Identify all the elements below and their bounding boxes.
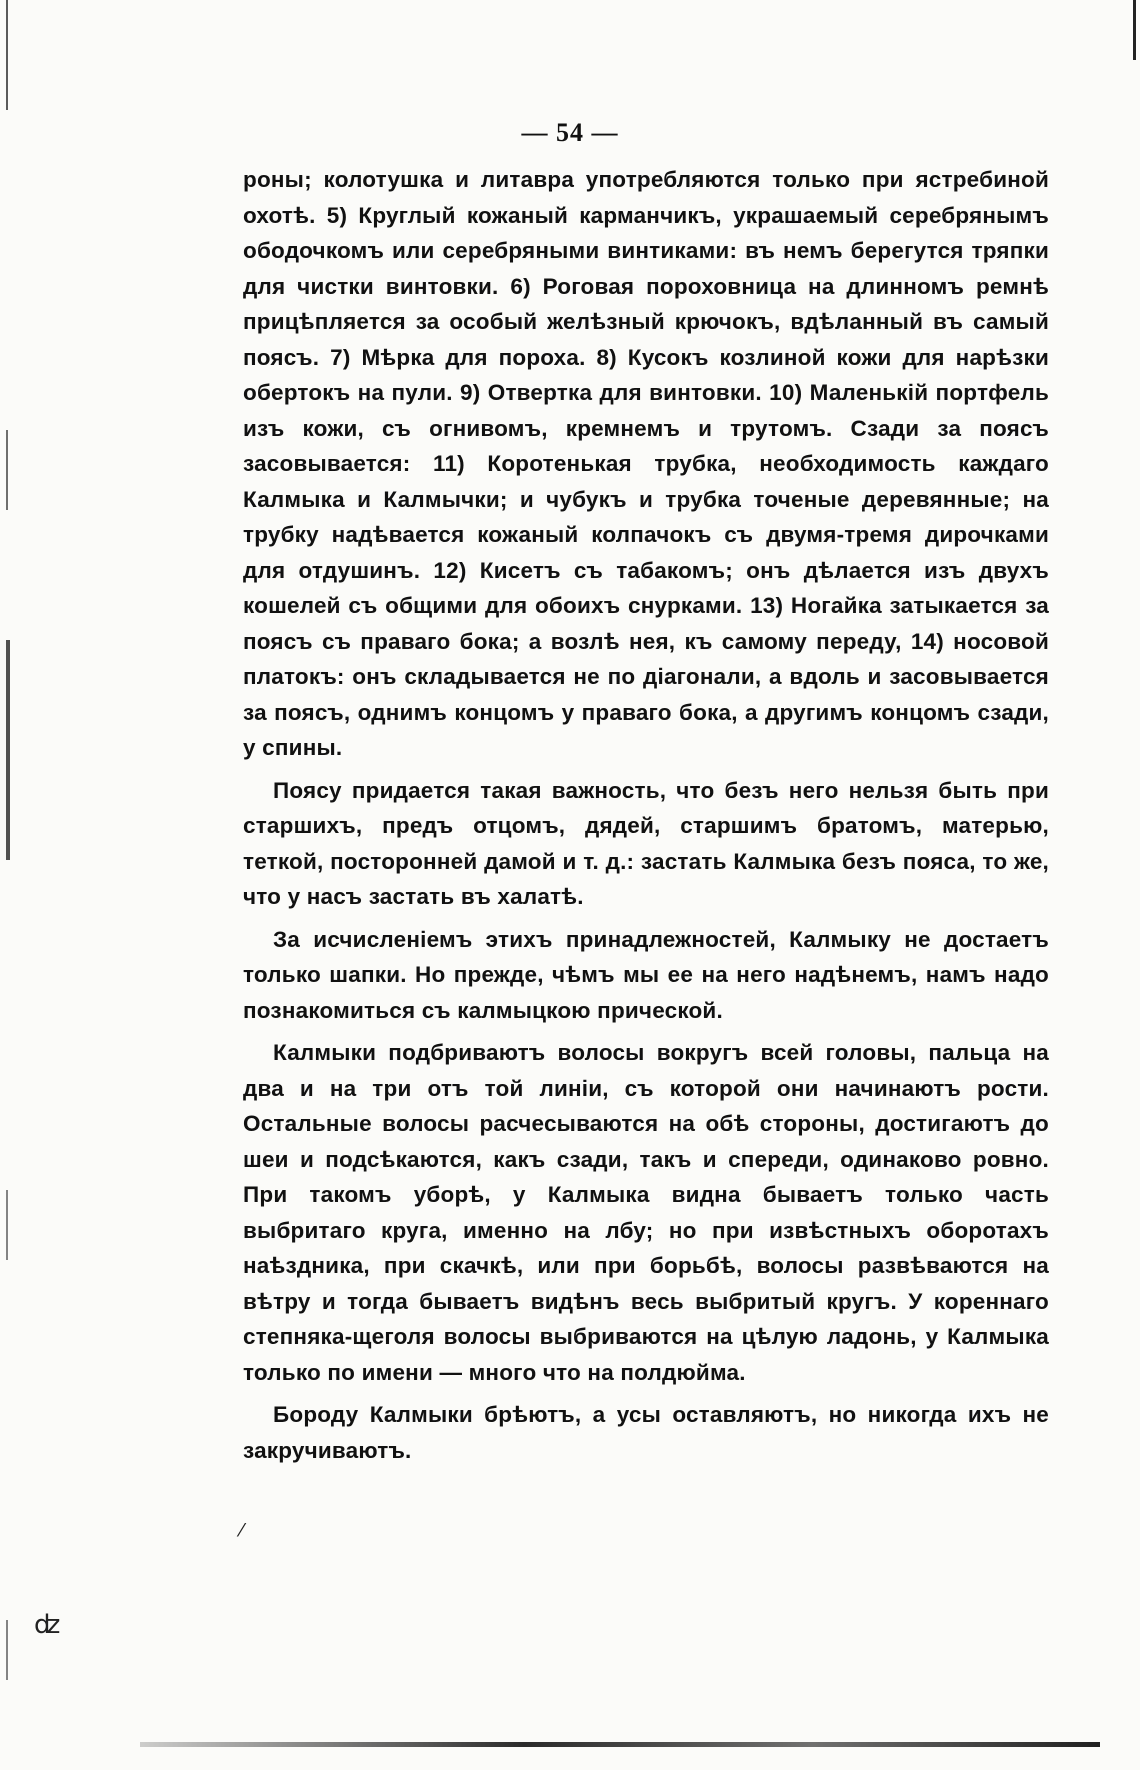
right-edge-mark [1133,0,1136,60]
paragraph: За исчисленіемъ этихъ принадлежностей, Калмыку не достаетъ только шапки. Но прежде, чѣмъ мы ее на него надѣнемъ, намъ надо познакомиться съ калмыцкою прической. [243,926,1049,1023]
paragraph: роны; колотушка и литавра употребляются только при ястребиной охотѣ. 5) Круглый кожаный карманчикъ, украшаемый серебрянымъ ободочкомъ или серебряными винтиками: въ немъ берегутся тряпки для чистки винтовки. 6) Роговая пороховница на длинномъ ремнѣ прицѣпляется за особый желѣзный крючокъ, вдѣланный въ самый поясъ. 7) Мѣрка для пороха. 8) Кусокъ козлиной кожи для нарѣзки обертокъ на пули. 9) Отвертка для винтовки. 10) Маленькій портфель изъ кожи, съ огнивомъ, кремнемъ и трутомъ. Сзади за поясъ засовывается: 11) Коротенькая трубка, необходимость каждаго Калмыка и Калмычки; и чубукъ и трубка точеные деревянные; на трубку надѣвается кожаный колпачокъ съ двумя-тремя дирочками для отдушинъ. 12) Кисетъ съ табакомъ; онъ дѣлается изъ двухъ кошелей съ общими для обоихъ снурками. 13) Ногайка затыкается за поясъ съ праваго бока; а возлѣ нея, къ самому переду, 14) носовой платокъ: онъ складывается не по діагонали, а вдоль и засовывается за поясъ, однимъ концомъ у праваго бока, а другимъ концомъ сзади, у спины. [243,167,1049,760]
page-number: — 54 — [521,118,619,147]
bottom-scan-edge [140,1742,1100,1747]
ink-speck: ʣ [34,1610,61,1640]
binding-edge-mark [6,430,8,510]
paragraph: Поясу придается такая важность, что безъ него нельзя быть при старшихъ, предъ отцомъ, дядей, старшимъ братомъ, матерью, теткой, посторонней дамой и т. д.: застать Калмыка безъ пояса, то же, что у насъ застать въ халатѣ. [243,777,1049,909]
body-text [243,162,1049,1475]
binding-edge-mark [6,1620,8,1680]
binding-edge-mark [6,0,8,110]
binding-edge-mark [6,640,10,860]
paragraph: Бороду Калмыки брѣютъ, а усы оставляютъ, но никогда ихъ не закручиваютъ. [243,1402,1049,1463]
ink-speck: ⁄ [240,1520,244,1541]
paragraph: Калмыки подбриваютъ волосы вокругъ всей головы, пальца на два и на три отъ той линіи, съ которой они начинаютъ рости. Остальные волосы расчесываются на обѣ стороны, достигаютъ до шеи и подсѣкаются, какъ сзади, такъ и спереди, одинаково ровно. При такомъ уборѣ, у Калмыка видна бываетъ только часть выбритаго круга, именно на лбу; но при извѣстныхъ оборотахъ наѣздника, при скачкѣ, или при борьбѣ, волосы развѣваются на вѣтру и тогда бываетъ видѣнъ весь выбритый кругъ. У кореннаго степняка-щеголя волосы выбриваются на цѣлую ладонь, у Калмыка только по имени — много что на полдюйма. [243,1040,1049,1385]
binding-edge-mark [6,1190,8,1260]
